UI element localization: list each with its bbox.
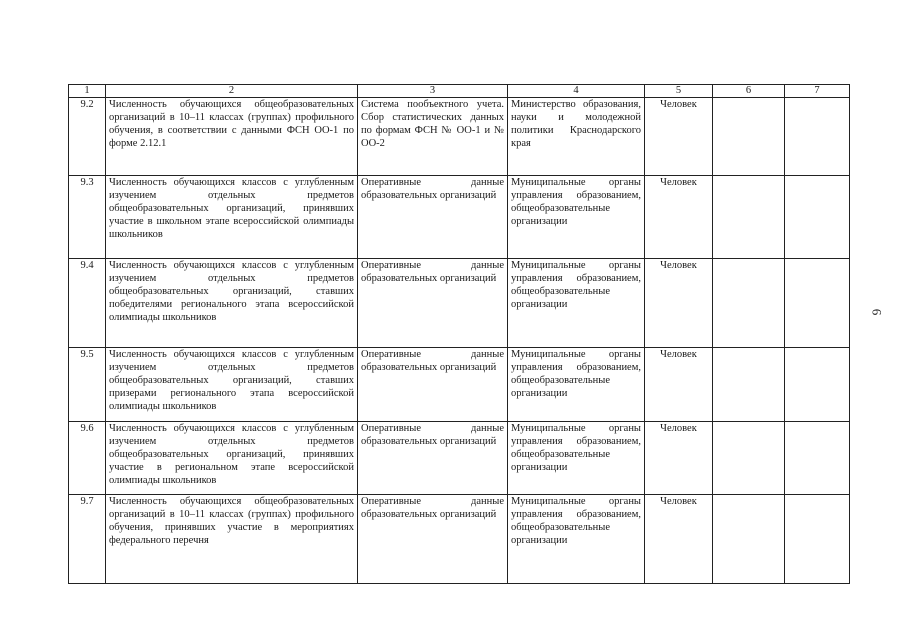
col7-value xyxy=(785,422,850,495)
col6-value xyxy=(713,495,785,584)
data-source: Система пообъектного учета. Сбор статистических данных по формам ФСН № ОО-1 и № ОО-2 xyxy=(358,98,508,176)
row-number: 9.7 xyxy=(69,495,106,584)
col6-value xyxy=(713,422,785,495)
table-row xyxy=(69,422,850,495)
table-row xyxy=(69,176,850,259)
header-col-3: 3 xyxy=(358,85,508,98)
data-source: Оперативные данные образовательных организаций xyxy=(358,348,508,422)
col7-value xyxy=(785,98,850,176)
col7-value xyxy=(785,348,850,422)
header-col-4: 4 xyxy=(508,85,645,98)
unit-of-measure: Человек xyxy=(645,259,713,348)
header-col-7: 7 xyxy=(785,85,850,98)
responsible-body: Министерство образования, науки и молодежной политики Краснодарского края xyxy=(508,98,645,176)
responsible-body: Муниципальные органы управления образованием, общеобразовательные организации xyxy=(508,348,645,422)
header-col-1: 1 xyxy=(69,85,106,98)
responsible-body: Муниципальные органы управления образованием, общеобразовательные организации xyxy=(508,422,645,495)
page-number: 6 xyxy=(869,308,885,316)
indicator-name: Численность обучающихся классов с углубленным изучением отдельных предметов общеобразовательных организаций, принявших участие в школьном этапе всероссийской олимпиады школьников xyxy=(106,176,358,259)
col6-value xyxy=(713,98,785,176)
unit-of-measure: Человек xyxy=(645,98,713,176)
row-number: 9.4 xyxy=(69,259,106,348)
row-number: 9.6 xyxy=(69,422,106,495)
col6-value xyxy=(713,259,785,348)
unit-of-measure: Человек xyxy=(645,495,713,584)
col7-value xyxy=(785,176,850,259)
unit-of-measure: Человек xyxy=(645,176,713,259)
indicator-name: Численность обучающихся общеобразовательных организаций в 10–11 классах (группах) профильного обучения, принявших участие в мероприятиях федерального перечня xyxy=(106,495,358,584)
col6-value xyxy=(713,176,785,259)
data-source: Оперативные данные образовательных организаций xyxy=(358,495,508,584)
row-number: 9.3 xyxy=(69,176,106,259)
table-header-row xyxy=(69,85,850,98)
table-row xyxy=(69,495,850,584)
indicator-name: Численность обучающихся классов с углубленным изучением отдельных предметов общеобразовательных организаций, принявших участие в региональном этапе всероссийской олимпиады школьников xyxy=(106,422,358,495)
indicator-name: Численность обучающихся общеобразовательных организаций в 10–11 классах (группах) профильного обучения, в соответствии с данными ФСН ОО-1 по форме 2.12.1 xyxy=(106,98,358,176)
responsible-body: Муниципальные органы управления образованием, общеобразовательные организации xyxy=(508,495,645,584)
indicators-table xyxy=(68,84,850,584)
unit-of-measure: Человек xyxy=(645,422,713,495)
responsible-body: Муниципальные органы управления образованием, общеобразовательные организации xyxy=(508,259,645,348)
header-col-5: 5 xyxy=(645,85,713,98)
row-number: 9.2 xyxy=(69,98,106,176)
data-source: Оперативные данные образовательных организаций xyxy=(358,176,508,259)
table-row xyxy=(69,348,850,422)
data-source: Оперативные данные образовательных организаций xyxy=(358,422,508,495)
col7-value xyxy=(785,259,850,348)
header-col-2: 2 xyxy=(106,85,358,98)
data-source: Оперативные данные образовательных организаций xyxy=(358,259,508,348)
table-row xyxy=(69,98,850,176)
responsible-body: Муниципальные органы управления образованием, общеобразовательные организации xyxy=(508,176,645,259)
indicator-name: Численность обучающихся классов с углубленным изучением отдельных предметов общеобразовательных организаций, ставших победителями регионального этапа всероссийской олимпиады школьников xyxy=(106,259,358,348)
col6-value xyxy=(713,348,785,422)
header-col-6: 6 xyxy=(713,85,785,98)
row-number: 9.5 xyxy=(69,348,106,422)
unit-of-measure: Человек xyxy=(645,348,713,422)
col7-value xyxy=(785,495,850,584)
indicator-name: Численность обучающихся классов с углубленным изучением отдельных предметов общеобразовательных организаций, ставших призерами регионального этапа всероссийской олимпиады школьников xyxy=(106,348,358,422)
table-row xyxy=(69,259,850,348)
